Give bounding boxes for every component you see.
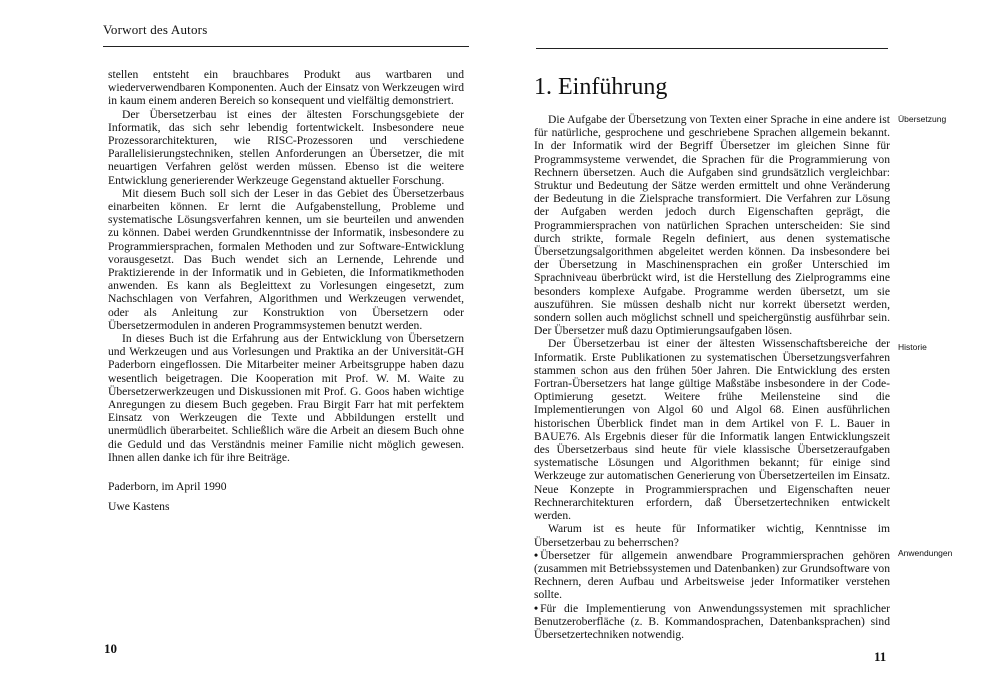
page-number: 11: [874, 649, 887, 664]
header-rule: [536, 48, 888, 49]
paragraph: Der Übersetzerbau ist eines der ältesten Forschungsgebiete der Informatik, das sich sehr lebendig fortentwickelt. Insbesondere neue Prozessorarchitekturen, wie RISC-Prozessoren und verschiedene Parallelisierungstechniken, stellen Anforderungen an Übersetzer, die mit neuartigen Verfahren gelöst werden müssen. Ebenso ist die weitere Entwicklung generierender Werkzeuge Gegenstand aktueller Forschung.: [108, 107, 464, 187]
author-name: Uwe Kastens: [108, 500, 170, 513]
paragraph: Warum ist es heute für Informatiker wichtig, Kenntnisse im Übersetzerbau zu beherrschen?: [534, 522, 890, 549]
paragraph: Der Übersetzerbau ist einer der ältesten Wissenschaftsbereiche der Informatik. Erste Publikationen zu systematischen Übersetzungsverfahren stammen schon aus den frühen 50er Jahren. Die Entwicklung des ersten Fortran-Übersetzers hat lange gültige Maßstäbe insbesondere in der Code-Optimierung gesetzt. Weitere frühe Meilensteine sind die Implementierungen von Algol 60 und Algol 68. Einen ausführlichen historischen Überblick findet man in dem Artikel von F. L. Bauer in BAUE76. Als Ergebnis dieser für die Informatik langen Entwicklungszeit des Übersetzerbaus sind heute für viele klassische Übersetzeraufgaben systematische Lösungen und Algorithmen bekannt; für einige sind Werkzeuge zur automatischen Generierung von Übersetzerteilen im Einsatz. Neue Konzepte in Programmiersprachen und Eigenschaften neuer Rechnerarchitekturen erfordern, daß Übersetzertechniken entwickelt werden.: [534, 337, 890, 523]
right-body-text: [534, 113, 890, 641]
paragraph: In dieses Buch ist die Erfahrung aus der Entwicklung von Übersetzern und Werkzeugen und aus Vorlesungen und Praktika an der Universität-GH Paderborn eingeflossen. Die Mitarbeiter meiner Arbeitsgruppe haben dazu wesentlich beigetragen. Die Kooperation mit Prof. W. M. Waite zu Übersetzerwerkzeugen und Diskussionen mit Prof. G. Goos haben wichtige Anregungen zu diesem Buch gegeben. Frau Birgit Farr hat mit perfektem Einsatz von Werkzeugen die Texte und Abbildungen erstellt und unermüdlich überarbeitet. Schließlich wäre die Arbeit an diesem Buch ohne die Geduld und das Verständnis meiner Familie nicht möglich gewesen. Ihnen allen danke ich für ihre Beiträge.: [108, 332, 464, 464]
place-date: Paderborn, im April 1990: [108, 480, 227, 493]
paragraph: Die Aufgabe der Übersetzung von Texten einer Sprache in eine andere ist für natürliche, gesprochene und geschriebene Sprachen allgemein bekannt. In der Informatik wird der Begriff Übersetzer im gleichen Sinne für Programmsysteme verwendet, die Sprachen für die Programmierung von Rechnern übersetzen. Auch die Aufgaben sind grundsätzlich vergleichbar: Struktur und Bedeutung der Sätze werden ermittelt und ohne Veränderung der Bedeutung in die Zielsprache transformiert. Die Verfahren zur Lösung der Aufgaben werden jedoch durch Eigenschaften geprägt, die Programmiersprachen von natürlichen Sprachen unterscheiden: Sie sind durch strikte, formale Regeln definiert, aus denen systematische Übersetzungsalgorithmen abgeleitet werden können. Da insbesondere bei der Übersetzung in Maschinensprachen ein großer Unterschied im Sprachniveau überbrückt wird, ist die Herstellung des Zielprogramms eine besonders komplexe Aufgabe. Programme werden übersetzt, um sie auszuführen. Sie müssen deshalb nicht nur korrekt übersetzt werden, sondern sollen auch möglichst schnell und speichergünstig ausführbar sein. Der Übersetzer muß dazu Optimierungsaufgaben lösen.: [534, 113, 890, 338]
bullet-icon: •: [534, 601, 539, 615]
bullet-text: Übersetzer für allgemein anwendbare Programmiersprachen gehören (zusammen mit Betriebssystemen und Datenbanken) zur Grundsoftware von Rechnern, deren Aufbau und Arbeitsweise jeder Informatiker verstehen sollte.: [534, 548, 890, 602]
bullet-item: [534, 549, 890, 602]
bullet-item: [534, 602, 890, 642]
margin-note: Übersetzung: [898, 114, 947, 124]
bullet-text: Für die Implementierung von Anwendungssystemen mit sprachlicher Benutzeroberfläche (z. B. Kommandosprachen, Datenbanksprachen) sind Übersetzertechniken notwendig.: [534, 601, 890, 641]
margin-note: Anwendungen: [898, 548, 953, 558]
running-head: Vorwort des Autors: [103, 22, 208, 37]
chapter-title: 1. Einführung: [534, 74, 668, 100]
right-page: [500, 0, 1000, 678]
paragraph: Mit diesem Buch soll sich der Leser in das Gebiet des Übersetzerbaus einarbeiten können. Er lernt die Aufgabenstellung, Probleme und systematische Lösungsverfahren kennen, um sie beurteilen und anwenden zu können. Dabei werden Grundkenntnisse der Informatik, insbesondere zu Programmiersprachen, formalen Methoden und zur Software-Entwicklung vorausgesetzt. Das Buch wendet sich an Lernende, Lehrende und Praktizierende in der Informatik und in Gebieten, die Informatikmethoden anwenden. Es kann als Begleittext zu Vorlesungen eingesetzt, zum Nachschlagen von Verfahren, Algorithmen und Werkzeugen verwendet, oder als Anleitung zur Konstruktion von Übersetzern oder Übersetzermodulen in anderen Programmsystemen benutzt werden.: [108, 186, 464, 332]
left-body-text: [108, 68, 464, 464]
paragraph: stellen entsteht ein brauchbares Produkt aus wartbaren und wiederverwendbaren Komponenten. Auch der Einsatz von Werkzeugen wird in kaum einem anderen Bereich so konsequent und vielfältig demonstriert.: [108, 68, 464, 108]
bullet-icon: •: [534, 548, 539, 562]
margin-note: Historie: [898, 342, 927, 352]
header-rule: [103, 46, 469, 47]
page-number: 10: [104, 641, 117, 656]
